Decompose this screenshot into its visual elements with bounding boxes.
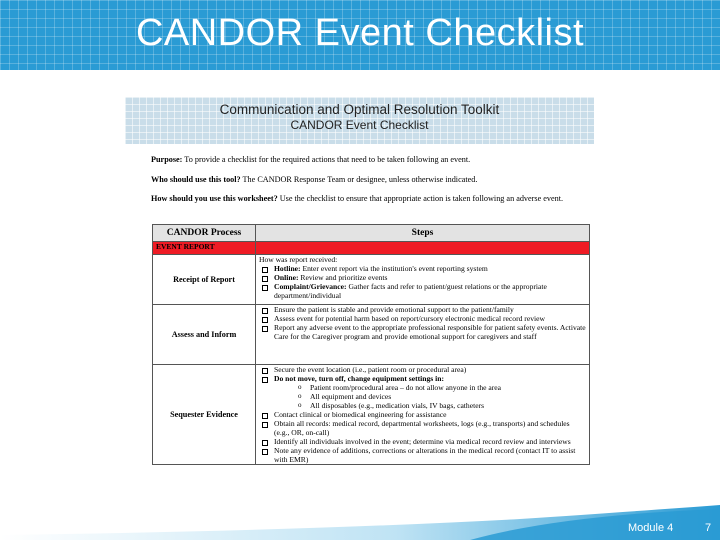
- section-empty-cell: [256, 242, 590, 255]
- steps-cell: [256, 365, 590, 465]
- sub-list-item: o All equipment and devices: [298, 392, 586, 401]
- page-number: 7: [705, 522, 712, 534]
- slide-title: CANDOR Event Checklist: [135, 12, 585, 54]
- item-bold: Complaint/Grievance:: [274, 282, 347, 291]
- section-label-cell: [153, 242, 256, 255]
- banner-title: Communication and Optimal Resolution Toolkit: [219, 102, 500, 117]
- item-bold: Online:: [274, 273, 299, 282]
- section-label: EVENT REPORT: [156, 242, 215, 251]
- table-row: [153, 305, 590, 365]
- list-item: [259, 374, 586, 410]
- item-text: Gather facts and refer to patient/guest relations or the appropriate department/individual: [274, 282, 547, 300]
- item-bold: Hotline:: [274, 264, 301, 273]
- list-item: Report any adverse event to the appropriate professional responsible for patient safety events. Activate Care for the Caregiver program and provide emotional support for caregivers and staff: [259, 323, 586, 341]
- sub-list-item: o All disposables (e.g., medication vials, IV bags, catheters: [298, 401, 586, 410]
- steps-list: [259, 264, 586, 300]
- list-item: Secure the event location (i.e., patient room or procedural area): [259, 365, 586, 374]
- how-label: How should you use this worksheet?: [151, 194, 278, 203]
- slide-footer: [0, 505, 720, 540]
- item-text: Review and prioritize events: [298, 273, 388, 282]
- col-steps-header: Steps: [256, 225, 590, 242]
- table-row: [153, 255, 590, 305]
- item-bold: Do not move, turn off, change equipment settings in:: [274, 374, 445, 383]
- steps-list: [259, 305, 586, 341]
- list-item: [259, 282, 586, 300]
- list-item: Identify all individuals involved in the event; determine via medical record review and interviews: [259, 437, 586, 446]
- list-item: [259, 264, 586, 273]
- document-banner: [125, 97, 594, 144]
- process-receipt: Receipt of Report: [153, 255, 256, 305]
- module-label: Module 4: [628, 522, 674, 534]
- purpose-line: [151, 154, 571, 165]
- who-text: The CANDOR Response Team or designee, unless otherwise indicated.: [240, 175, 478, 184]
- steps-list: [259, 365, 586, 464]
- section-row: [153, 242, 590, 255]
- steps-cell: [256, 305, 590, 365]
- sub-list: [274, 383, 586, 410]
- list-item: Contact clinical or biomedical engineering for assistance: [259, 410, 586, 419]
- slide-header: [0, 0, 720, 70]
- list-item: Note any evidence of additions, corrections or alterations in the medical record (contact IT to assist with EMR): [259, 446, 586, 464]
- sub-list-item: o Patient room/procedural area – do not allow anyone in the area: [298, 383, 586, 392]
- document-image: [125, 97, 594, 484]
- how-text: Use the checklist to ensure that appropriate action is taken following an adverse event.: [277, 194, 564, 203]
- list-item: [259, 273, 586, 282]
- process-sequester: Sequester Evidence: [153, 365, 256, 465]
- table-row: [153, 365, 590, 465]
- table-header-row: [153, 225, 590, 242]
- who-label: Who should use this tool?: [151, 175, 241, 184]
- list-item: Assess event for potential harm based on report/cursory electronic medical record review: [259, 314, 586, 323]
- list-item: Ensure the patient is stable and provide emotional support to the patient/family: [259, 305, 586, 314]
- purpose-label: Purpose:: [151, 155, 183, 164]
- steps-lead: How was report received:: [259, 255, 338, 264]
- purpose-text: To provide a checklist for the required actions that need to be taken following an event.: [182, 155, 471, 164]
- col-process-header: CANDOR Process: [153, 225, 256, 242]
- footer-swoosh: [0, 505, 720, 540]
- steps-cell: [256, 255, 590, 305]
- who-line: [151, 174, 571, 185]
- item-text: Enter event report via the institution's event reporting system: [300, 264, 488, 273]
- checklist-table: [152, 224, 590, 465]
- how-line: [151, 193, 571, 204]
- banner-subtitle: CANDOR Event Checklist: [290, 118, 429, 132]
- list-item: Obtain all records: medical record, departmental worksheets, logs (e.g., transports) and schedules (e.g., OR, on-call): [259, 419, 586, 437]
- process-assess: Assess and Inform: [153, 305, 256, 365]
